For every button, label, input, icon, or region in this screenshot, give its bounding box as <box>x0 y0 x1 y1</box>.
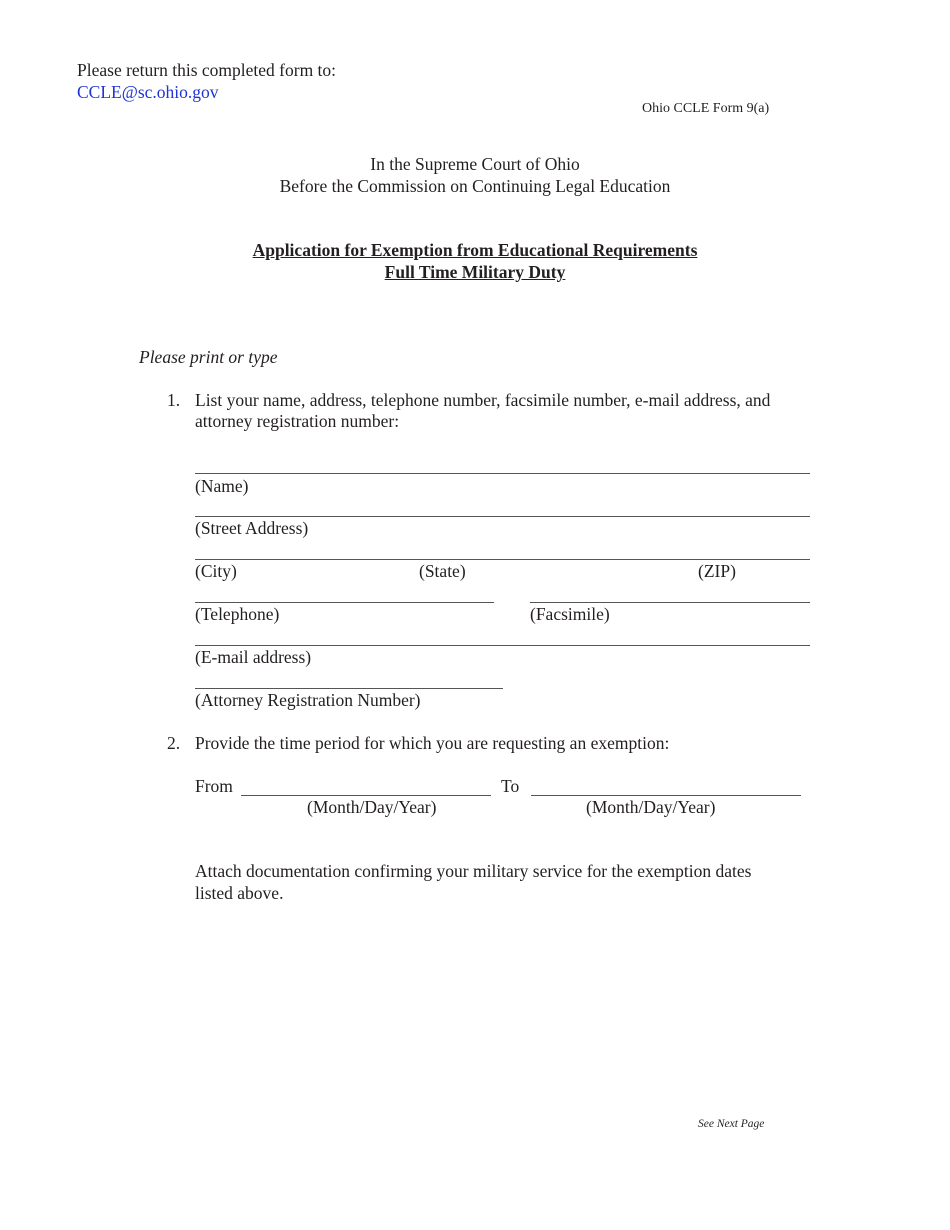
state-label: (State) <box>419 561 466 581</box>
state-input[interactable] <box>419 538 689 558</box>
to-date-underline <box>531 795 801 796</box>
to-date-input[interactable] <box>533 775 799 795</box>
q1-number: 1. <box>167 390 181 410</box>
telephone-label: (Telephone) <box>195 604 280 624</box>
from-date-underline <box>241 795 491 796</box>
zip-label: (ZIP) <box>698 561 736 581</box>
attach-note-line-1: Attach documentation confirming your military service for the exemption dates <box>195 861 752 881</box>
facsimile-underline <box>530 602 810 603</box>
q2-text: Provide the time period for which you are requesting an exemption: <box>195 733 670 753</box>
zip-input[interactable] <box>698 538 808 558</box>
q1-text-line-2: attorney registration number: <box>195 411 400 431</box>
print-instruction: Please print or type <box>139 347 278 367</box>
from-date-input[interactable] <box>243 775 489 795</box>
email-label: (E-mail address) <box>195 647 312 667</box>
from-label: From <box>195 776 233 796</box>
city-label: (City) <box>195 561 237 581</box>
email-input[interactable] <box>196 624 808 644</box>
to-date-format-hint: (Month/Day/Year) <box>586 797 716 817</box>
title-line-2: Full Time Military Duty <box>384 262 566 282</box>
see-next-page: See Next Page <box>698 1118 765 1130</box>
street-underline <box>195 516 810 517</box>
page-subtitle <box>0 262 950 283</box>
facsimile-input[interactable] <box>531 581 808 601</box>
registration-underline <box>195 688 503 689</box>
registration-label: (Attorney Registration Number) <box>195 690 421 710</box>
q2-number: 2. <box>167 733 181 753</box>
telephone-input[interactable] <box>196 581 491 601</box>
court-line-1: In the Supreme Court of Ohio <box>370 154 580 174</box>
to-label: To <box>501 776 520 796</box>
name-label: (Name) <box>195 476 249 496</box>
telephone-underline <box>195 602 494 603</box>
from-date-format-hint: (Month/Day/Year) <box>307 797 437 817</box>
court-line-2: Before the Commission on Continuing Legal Education <box>279 176 671 196</box>
street-address-input[interactable] <box>196 495 808 515</box>
attach-note-line-2: listed above. <box>195 883 284 903</box>
page-title <box>0 240 950 261</box>
q1-text-line-1: List your name, address, telephone number, facsimile number, e-mail address, and <box>195 390 771 410</box>
street-address-label: (Street Address) <box>195 518 309 538</box>
return-instruction: Please return this completed form to: <box>77 60 337 80</box>
title-line-1: Application for Exemption from Educational Requirements <box>252 240 698 260</box>
form-id: Ohio CCLE Form 9(a) <box>642 101 770 116</box>
facsimile-label: (Facsimile) <box>530 604 610 624</box>
name-input[interactable] <box>196 452 808 472</box>
return-email-link[interactable]: CCLE@sc.ohio.gov <box>77 82 219 102</box>
name-underline <box>195 473 810 474</box>
registration-number-input[interactable] <box>196 667 501 687</box>
city-state-zip-underline <box>195 559 810 560</box>
city-input[interactable] <box>196 538 411 558</box>
email-underline <box>195 645 810 646</box>
